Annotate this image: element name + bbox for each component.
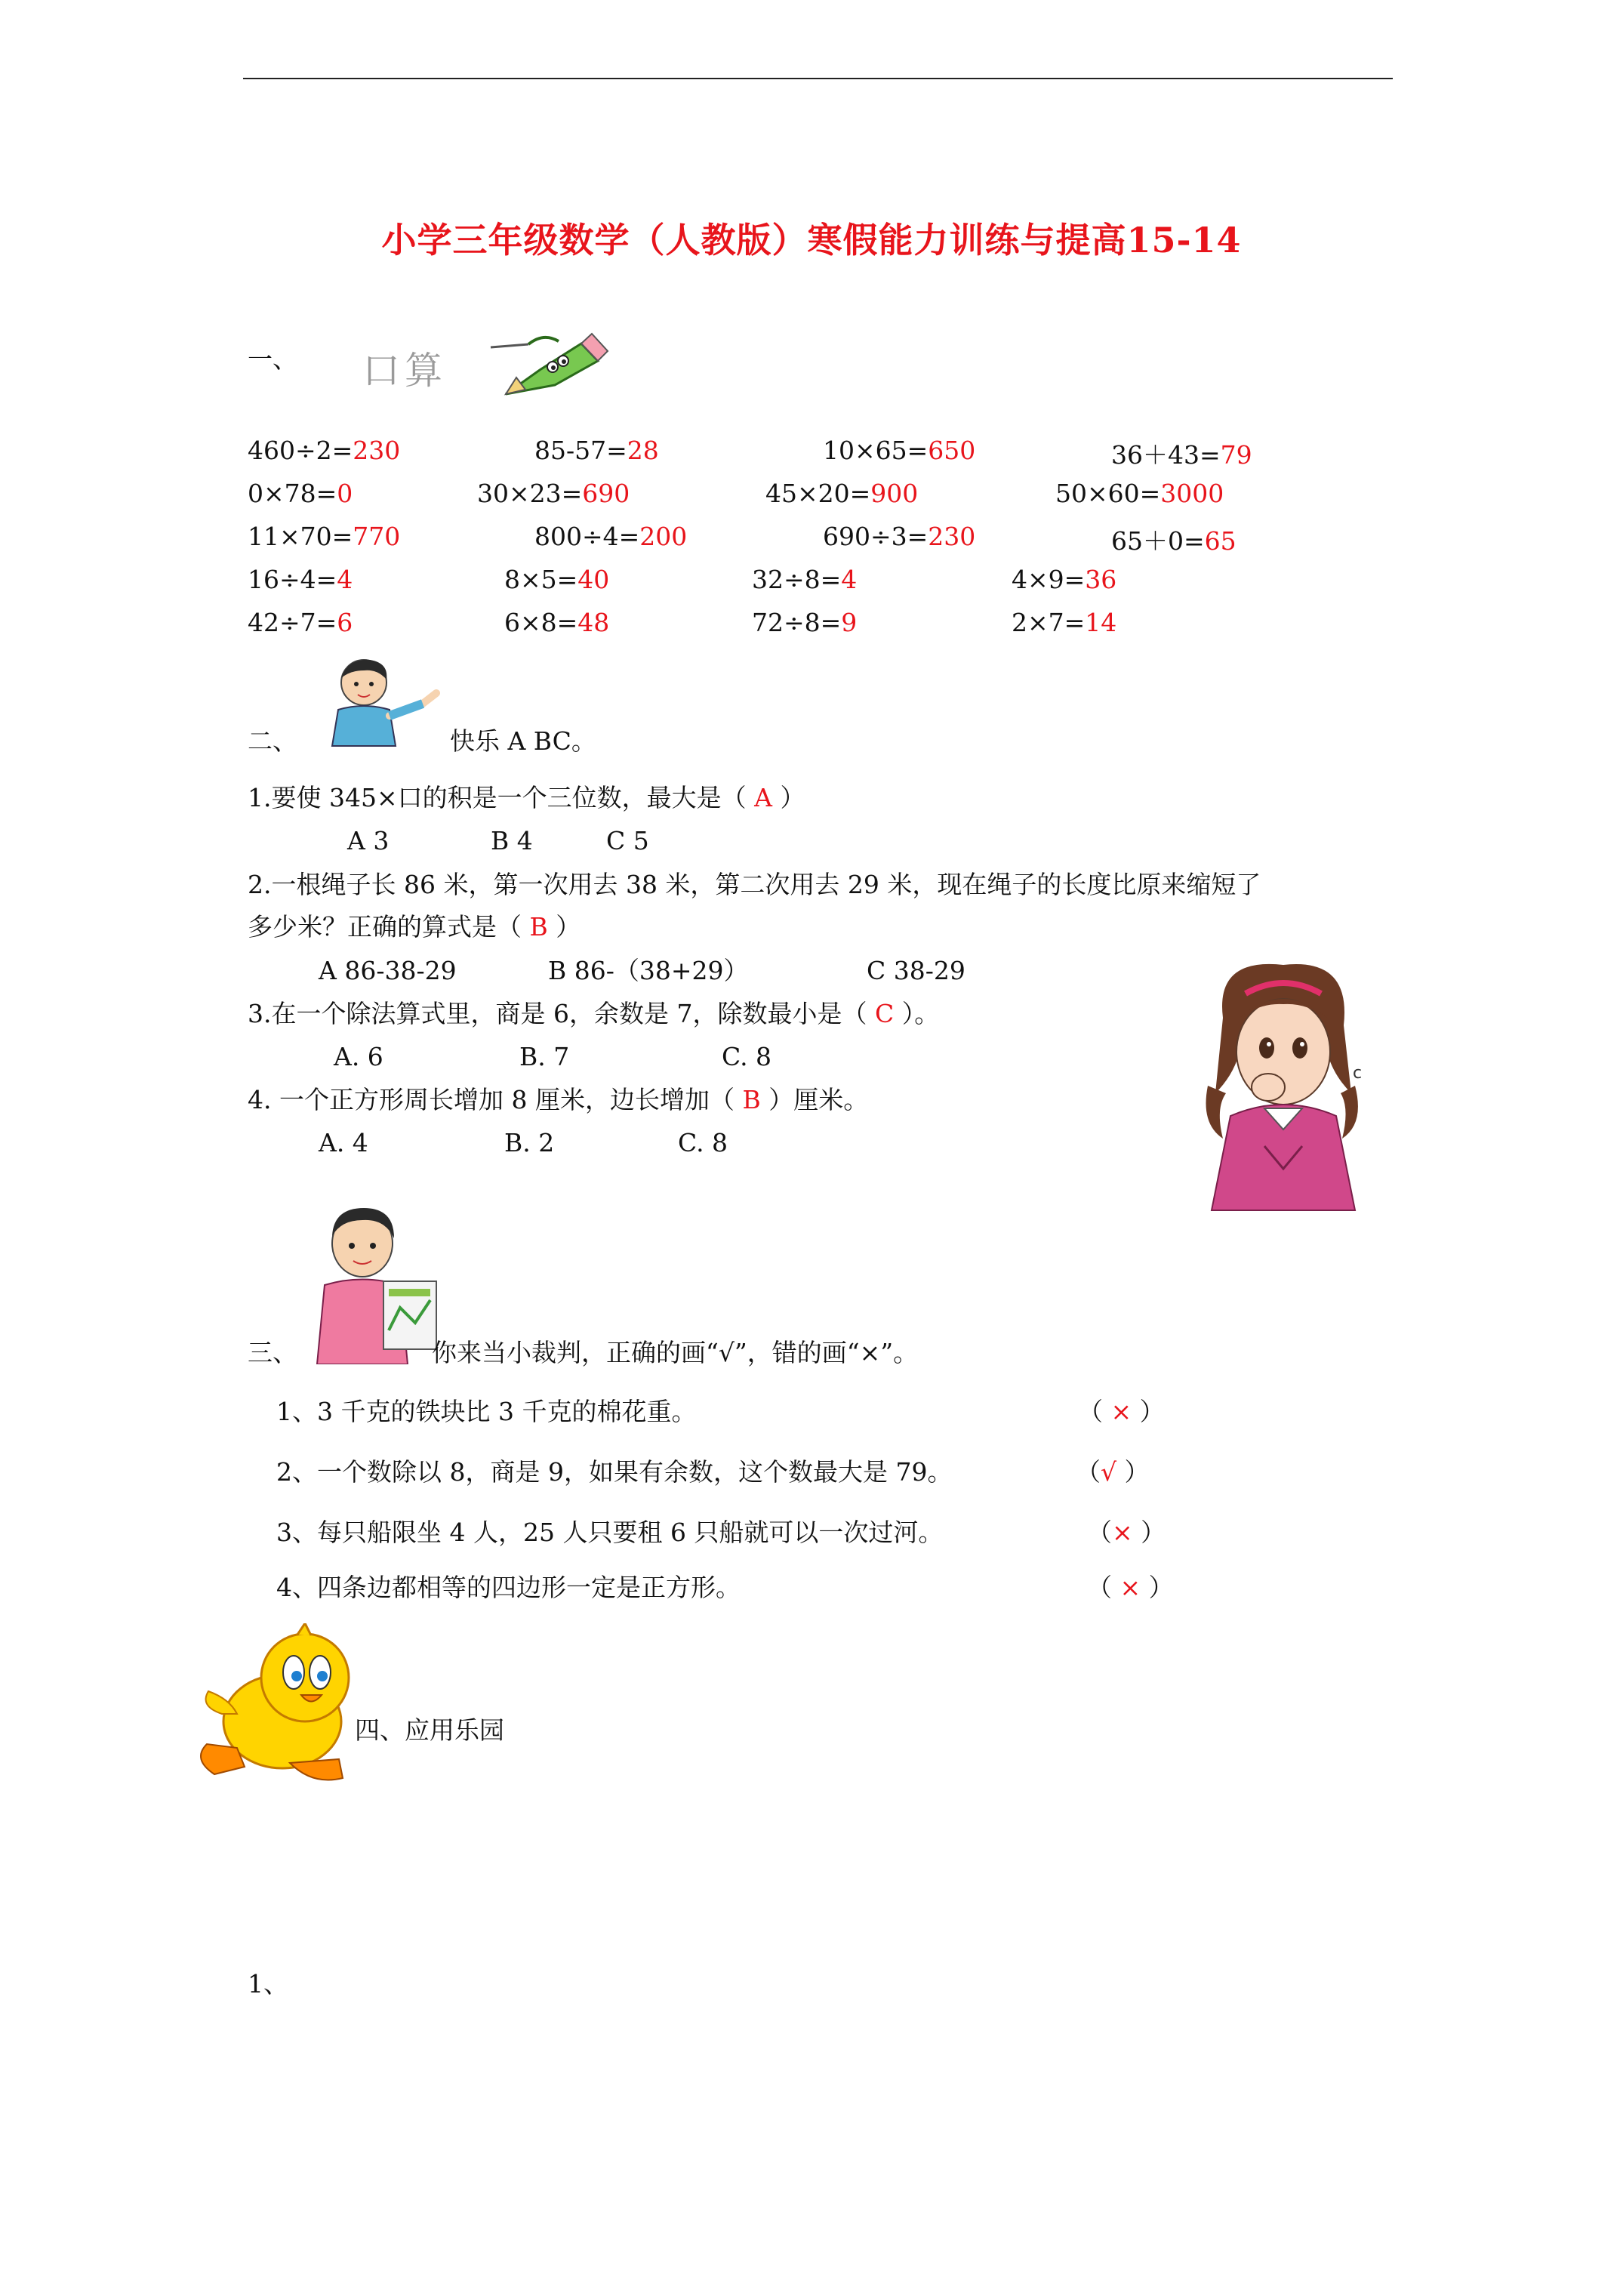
header-rule xyxy=(243,78,1393,79)
equation-question: 6×8= xyxy=(504,608,578,637)
girl-thinking-illustration xyxy=(1193,957,1374,1218)
judge-item-4: 4、四条边都相等的四边形一定是正方形。 xyxy=(276,1573,741,1602)
section2-heading: 快乐 A BC。 xyxy=(450,726,596,756)
section3-heading: 你来当小裁判，正确的画“√”，错的画“×”。 xyxy=(432,1338,919,1367)
question-2-line1: 2.一根绳子长 86 米，第一次用去 38 米，第二次用去 29 米，现在绳子的长度比原来缩短了 xyxy=(248,870,1261,899)
math-equation xyxy=(752,565,857,594)
math-equation xyxy=(1012,608,1116,637)
page-title: 小学三年级数学（人教版）寒假能力训练与提高15-14 xyxy=(381,220,1242,260)
question-4: 4. 一个正方形周长增加 8 厘米，边长增加（ B ）厘米。 xyxy=(248,1085,869,1114)
equation-question: 42÷7= xyxy=(248,608,337,637)
equation-question: 800÷4= xyxy=(534,522,640,551)
equation-answer: 48 xyxy=(577,608,610,637)
judge-mark-2: （√ ） xyxy=(1076,1457,1150,1487)
math-equation xyxy=(534,436,659,465)
equation-answer: 40 xyxy=(577,565,610,594)
equation-question: 32÷8= xyxy=(752,565,842,594)
equation-answer: 200 xyxy=(639,522,688,551)
math-equation xyxy=(248,522,400,551)
boy-pointing-illustration xyxy=(317,657,442,747)
equation-question: 4×9= xyxy=(1012,565,1086,594)
q2-option-c: C 38-29 xyxy=(867,956,965,985)
equation-answer: 0 xyxy=(337,479,353,508)
equation-question: 16÷4= xyxy=(248,565,337,594)
section2-number: 二、 xyxy=(248,726,297,756)
math-equation xyxy=(248,608,353,637)
math-equation xyxy=(752,608,857,637)
equation-question: 460÷2= xyxy=(248,436,353,465)
math-equation xyxy=(534,522,687,551)
math-equation xyxy=(248,565,353,594)
section1-label: 口算 xyxy=(362,350,447,392)
equation-question: 10×65= xyxy=(823,436,929,465)
equation-question: 2×7= xyxy=(1012,608,1086,637)
math-equation xyxy=(823,522,975,551)
equation-question: 45×20= xyxy=(765,479,871,508)
math-equation xyxy=(823,436,975,465)
judge-mark-3: （× ） xyxy=(1087,1518,1166,1547)
equation-answer: 690 xyxy=(582,479,630,508)
math-equation xyxy=(248,479,353,508)
judge-item-1: 1、3 千克的铁块比 3 千克的棉花重。 xyxy=(276,1397,697,1426)
math-equation xyxy=(1111,436,1252,471)
judge-item-2: 2、一个数除以 8，商是 9，如果有余数，这个数最大是 79。 xyxy=(276,1457,953,1487)
equation-answer: 65 xyxy=(1204,526,1236,556)
section3-number: 三、 xyxy=(248,1338,297,1367)
svg-text:c: c xyxy=(1353,1064,1363,1083)
equation-answer: 650 xyxy=(928,436,976,465)
section4-item-1: 1、 xyxy=(248,1969,288,1999)
math-equation xyxy=(477,479,630,508)
yellow-bird-illustration xyxy=(192,1623,373,1786)
equation-answer: 28 xyxy=(627,436,659,465)
section1-header-graphic xyxy=(355,325,627,408)
equation-answer: 9 xyxy=(841,608,858,637)
q1-option-c: C 5 xyxy=(606,826,649,855)
equation-question: 30×23= xyxy=(477,479,583,508)
pencil-mascot-icon xyxy=(491,334,608,394)
math-equation xyxy=(504,565,609,594)
equation-question: 0×78= xyxy=(248,479,337,508)
q2-option-b: B 86-（38+29） xyxy=(548,956,749,985)
boy-holding-paper-illustration xyxy=(310,1202,445,1364)
equation-answer: 4 xyxy=(841,565,858,594)
equation-question: 8×5= xyxy=(504,565,578,594)
equation-answer: 230 xyxy=(353,436,401,465)
q2-option-a: A 86-38-29 xyxy=(319,956,457,985)
question-3: 3.在一个除法算式里，商是 6，余数是 7，除数最小是（ C ）。 xyxy=(248,999,940,1028)
equation-question: 50×60= xyxy=(1055,479,1161,508)
judge-mark-4: （ × ） xyxy=(1087,1573,1174,1602)
judge-item-3: 3、每只船限坐 4 人，25 人只要租 6 只船就可以一次过河。 xyxy=(276,1518,944,1547)
math-equation xyxy=(504,608,609,637)
equation-answer: 770 xyxy=(353,522,401,551)
equation-answer: 36 xyxy=(1085,565,1117,594)
q3-option-a: A. 6 xyxy=(334,1042,383,1071)
equation-answer: 14 xyxy=(1085,608,1117,637)
math-equation xyxy=(248,436,400,465)
math-equation xyxy=(1012,565,1116,594)
equation-answer: 3000 xyxy=(1160,479,1224,508)
q4-option-a: A. 4 xyxy=(319,1128,368,1157)
math-equation xyxy=(1111,522,1236,557)
equation-answer: 79 xyxy=(1220,440,1252,470)
answer-3: C xyxy=(874,999,895,1028)
section1-number: 一、 xyxy=(248,344,297,374)
equation-answer: 4 xyxy=(337,565,353,594)
equation-question: 72÷8= xyxy=(752,608,842,637)
question-1: 1.要使 345×口的积是一个三位数，最大是（ A ） xyxy=(248,783,805,812)
q4-option-b: B. 2 xyxy=(504,1128,555,1157)
answer-2: B xyxy=(529,912,548,942)
equation-question: 36＋43= xyxy=(1111,440,1221,470)
judge-mark-1: （ × ） xyxy=(1078,1397,1165,1426)
equation-question: 690÷3= xyxy=(823,522,929,551)
q1-option-b: B 4 xyxy=(491,826,533,855)
equation-question: 11×70= xyxy=(248,522,353,551)
math-equation xyxy=(765,479,918,508)
answer-1: A xyxy=(754,783,772,812)
equation-answer: 6 xyxy=(337,608,353,637)
q1-option-a: A 3 xyxy=(347,826,390,855)
equation-answer: 900 xyxy=(870,479,919,508)
q3-option-b: B. 7 xyxy=(519,1042,570,1071)
q3-option-c: C. 8 xyxy=(722,1042,772,1071)
q4-option-c: C. 8 xyxy=(678,1128,728,1157)
equation-answer: 230 xyxy=(928,522,976,551)
equation-question: 65＋0= xyxy=(1111,526,1205,556)
question-2-line2: 多少米？正确的算式是（ B ） xyxy=(248,912,581,942)
math-equation xyxy=(1055,479,1224,508)
answer-4: B xyxy=(742,1085,761,1114)
section4-heading: 四、应用乐园 xyxy=(355,1715,504,1745)
equation-question: 85-57= xyxy=(534,436,627,465)
